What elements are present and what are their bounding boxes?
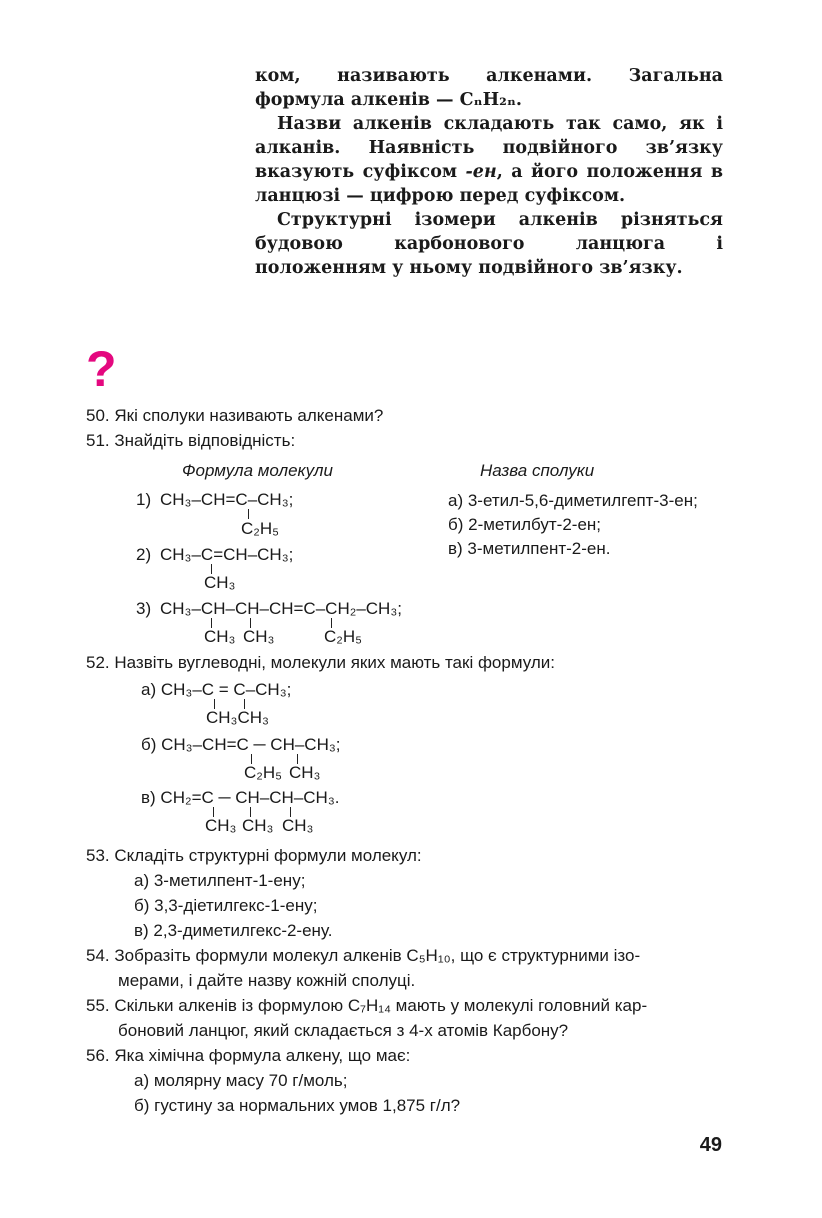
page-number: 49 — [699, 1134, 722, 1156]
formula-2-substituent: CH₃ — [204, 573, 236, 592]
question-52: 52. Назвіть вуглеводні, молекули яких мають такі формули: — [86, 653, 555, 672]
formula-1-main: CH₃–CH=C–CH₃; — [160, 490, 294, 509]
question-54-line-1: 54. Зобразіть формули молекул алкенів C₅H₁₀, що є структурними ізо- — [86, 946, 641, 965]
definition-paragraph-1: ком, називають алкенами. Загальна формула алкенів — CₙH₂ₙ. — [255, 66, 723, 110]
question-53-item-b: б) 3,3-діетилгекс-1-ену; — [134, 896, 318, 915]
question-53-item-c: в) 2,3-диметилгекс-2-ену. — [134, 921, 333, 940]
question-55-line-2: боновий ланцюг, який складається з 4-х атомів Карбону? — [118, 1021, 569, 1040]
formula-52b-substituent-1: C₂H₅ — [244, 763, 283, 782]
question-56-item-b: б) густину за нормальних умов 1,875 г/л? — [134, 1096, 461, 1115]
question-56-item-a: а) молярну масу 70 г/моль; — [134, 1071, 348, 1090]
formula-52a-substituents: CH₃CH₃ — [206, 708, 269, 727]
question-55-line-1: 55. Скільки алкенів із формулою C₇H₁₄ мають у молекулі головний кар- — [86, 996, 648, 1015]
compound-name-c: в) 3-метилпент-2-ен. — [448, 539, 611, 558]
formula-1-substituent: C₂H₅ — [241, 519, 280, 538]
definition-paragraph-3: Структурні ізомери алкенів різняться будовою карбонового ланцюга і положенням у ньому подвійного зв’язку. — [255, 210, 723, 278]
formula-52b-substituent-2: CH₃ — [289, 763, 321, 782]
formula-2-label: 2) — [136, 545, 152, 564]
question-mark-icon: ? — [86, 341, 117, 397]
formula-52c-substituent-1: CH₃ — [205, 816, 237, 835]
formula-52b-main: б) CH₃–CH=C ─ CH–CH₃; — [141, 735, 341, 754]
formula-52c-substituent-2: CH₃ — [242, 816, 274, 835]
formula-52c-substituent-3: CH₃ — [282, 816, 314, 835]
formula-52a-main: а) CH₃–C = C–CH₃; — [141, 680, 292, 699]
formula-3-substituent-3: C₂H₅ — [324, 627, 363, 646]
formula-3-substituent-2: CH₃ — [243, 627, 275, 646]
question-53-item-a: а) 3-метилпент-1-ену; — [134, 871, 306, 890]
column-header-name: Назва сполуки — [480, 461, 595, 480]
question-53: 53. Складіть структурні формули молекул: — [86, 846, 422, 865]
formula-1-label: 1) — [136, 490, 152, 509]
formula-3-main: CH₃–CH–CH–CH=C–CH₂–CH₃; — [160, 599, 402, 618]
general-formula: CₙH₂ₙ. — [459, 90, 523, 110]
formula-2-main: CH₃–C=CH–CH₃; — [160, 545, 294, 564]
question-50: 50. Які сполуки називають алкенами? — [86, 406, 384, 425]
definition-paragraph-2: Назви алкенів складають так само, як і алканів. Наявність подвійного зв’язку вказують суфіксом -ен, а його положення в ланцюзі — цифрою перед суфіксом. — [255, 114, 723, 206]
formula-52c-main: в) CH₂=C ─ CH–CH–CH₃. — [141, 788, 340, 807]
suffix-en: -ен — [465, 162, 497, 182]
formula-3-substituent-1: CH₃ — [204, 627, 236, 646]
definition-block — [255, 64, 723, 280]
question-54-line-2: мерами, і дайте назву кожній сполуці. — [118, 971, 416, 990]
question-51: 51. Знайдіть відповідність: — [86, 431, 296, 450]
bond-line — [248, 509, 249, 519]
question-56: 56. Яка хімічна формула алкену, що має: — [86, 1046, 411, 1065]
compound-name-a: а) 3-етил-5,6-диметилгепт-3-ен; — [448, 491, 698, 510]
compound-name-b: б) 2-метилбут-2-ен; — [448, 515, 602, 534]
formula-3-label: 3) — [136, 599, 152, 618]
column-header-formula: Формула молекули — [182, 461, 333, 480]
